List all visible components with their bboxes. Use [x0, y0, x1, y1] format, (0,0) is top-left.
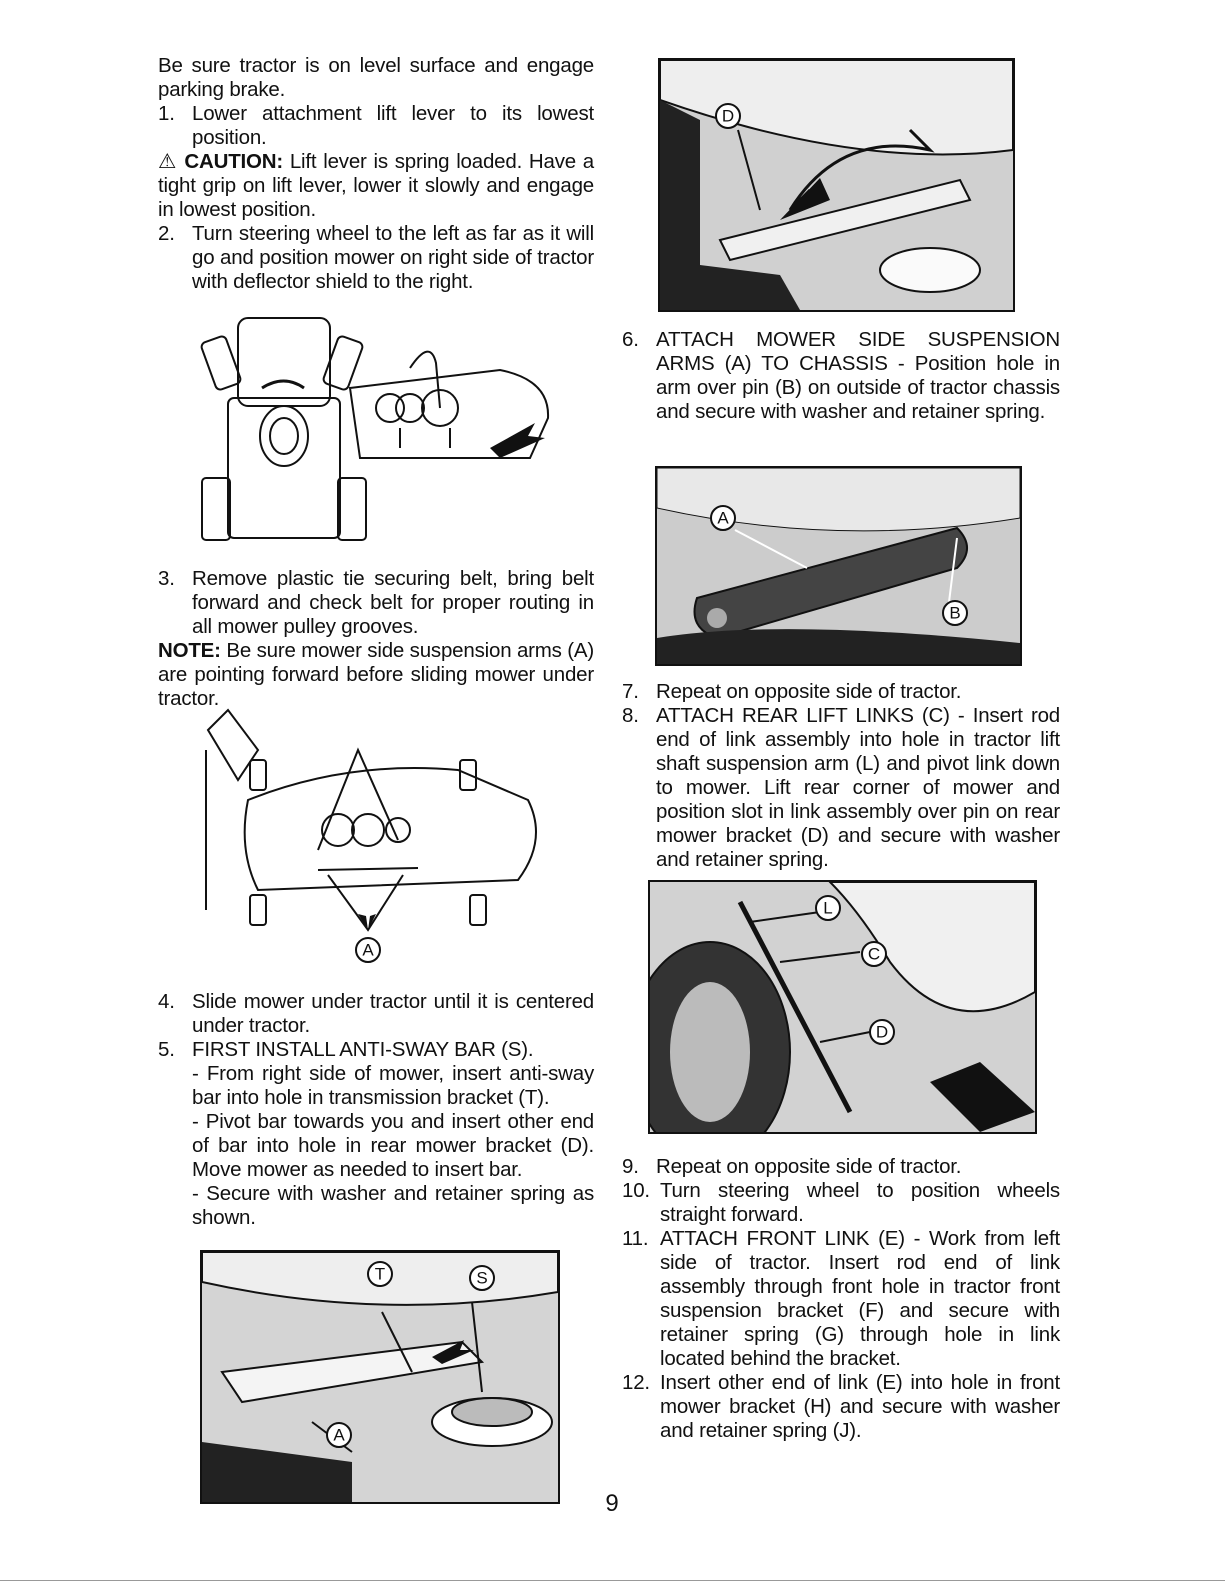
warning-icon: ⚠ [158, 150, 178, 173]
step-text: Insert other end of link (E) into hole in front mower bracket (H) and secure with washer and retainer spring (J). [660, 1371, 1060, 1442]
step-substep: - Pivot bar towards you and insert other end of bar into hole in rear mower bracket (D). Move mower as needed to insert bar. [192, 1110, 594, 1181]
step-text: ATTACH MOWER SIDE SUSPENSION ARMS (A) TO CHASSIS - Position hole in arm over pin (B) on outside of tractor chassis and secure with washer and retainer spring. [656, 328, 1060, 423]
step-text: Remove plastic tie securing belt, bring belt forward and check belt for proper routing in all mower pulley grooves. [192, 567, 594, 638]
svg-text:A: A [333, 1425, 345, 1445]
bottom-rule [0, 1580, 1225, 1581]
step-6 [622, 328, 1060, 424]
step-text: Lower attachment lift lever to its lowest position. [192, 102, 594, 149]
step-text: ATTACH REAR LIFT LINKS (C) - Insert rod end of link assembly into hole in tractor lift shaft suspension arm (L) and pivot link down to mower. Lift rear corner of mower and position slot in link assembly over pin on rear mower bracket (D) and secure with washer and retainer spring. [656, 704, 1060, 871]
svg-text:D: D [721, 106, 735, 126]
svg-text:S: S [476, 1268, 488, 1288]
callout-c [862, 942, 886, 966]
svg-text:L: L [823, 898, 833, 918]
tractor-mower-top-view-figure [200, 308, 560, 548]
svg-text:C: C [867, 944, 881, 964]
step-title: FIRST INSTALL ANTI-SWAY BAR (S). [192, 1038, 534, 1061]
svg-text:B: B [949, 603, 961, 623]
left-column-bottom [158, 990, 594, 1230]
callout-a [711, 506, 735, 530]
step-number: 4. [158, 990, 175, 1013]
step-number: 6. [622, 328, 639, 351]
step-number: 12. [622, 1371, 650, 1394]
page-number: 9 [605, 1490, 619, 1517]
step-text: Repeat on opposite side of tractor. [656, 1155, 962, 1178]
callout-l [816, 896, 840, 920]
step-2 [158, 222, 594, 294]
step-10 [622, 1179, 1060, 1227]
callout-d [716, 104, 740, 128]
mower-suspension-arms-figure [198, 690, 558, 970]
step-11 [622, 1227, 1060, 1371]
callout-d [870, 1020, 894, 1044]
step-5 [158, 1038, 594, 1230]
svg-text:D: D [875, 1022, 889, 1042]
callout-a [327, 1423, 351, 1447]
step-number: 9. [622, 1155, 639, 1178]
step-text: ATTACH FRONT LINK (E) - Work from left side of tractor. Insert rod end of link assembly through front hole in tractor front suspension bracket (F) and secure with retainer spring (G) through hole in link located behind the bracket. [660, 1227, 1060, 1370]
callout-b [943, 601, 967, 625]
callout-t [368, 1262, 392, 1286]
svg-text:A: A [362, 940, 374, 960]
step-number: 3. [158, 567, 175, 590]
step-number: 10. [622, 1179, 650, 1202]
rear-lift-link-figure [648, 880, 1037, 1134]
step-number: 2. [158, 222, 175, 245]
note-label: NOTE: [158, 639, 221, 662]
anti-sway-bar-figure [200, 1250, 560, 1504]
right-column-middle [622, 680, 1060, 872]
step-7 [622, 680, 1060, 704]
left-column [158, 54, 594, 294]
rear-mower-bracket-figure [658, 58, 1015, 312]
step-text: Turn steering wheel to the left as far as it will go and position mower on right side of tractor with deflector shield to the right. [192, 222, 594, 293]
step-text: Repeat on opposite side of tractor. [656, 680, 962, 703]
step-9 [622, 1155, 1060, 1179]
step-number: 1. [158, 102, 175, 125]
caution-text: Lift lever is spring loaded. Have a tight grip on lift lever, lower it slowly and engage in lowest position. [158, 150, 594, 221]
step-number: 11. [622, 1227, 649, 1250]
step-number: 8. [622, 704, 639, 727]
callout-a [356, 938, 380, 962]
caution-label: CAUTION: [184, 150, 283, 173]
suspension-arm-pin-figure [655, 466, 1022, 666]
step-4 [158, 990, 594, 1038]
step-substep: - Secure with washer and retainer spring as shown. [192, 1182, 594, 1229]
step-12 [622, 1371, 1060, 1443]
caution-block [158, 150, 594, 222]
step-text: Turn steering wheel to position wheels straight forward. [660, 1179, 1060, 1226]
step-1 [158, 102, 594, 150]
step-number: 5. [158, 1038, 175, 1061]
right-column-top [622, 328, 1060, 424]
svg-text:A: A [717, 508, 729, 528]
step-substep: - From right side of mower, insert anti-sway bar into hole in transmission bracket (T). [192, 1062, 594, 1109]
note-text: Be sure mower side suspension arms (A) are pointing forward before sliding mower under tractor. [158, 639, 594, 710]
svg-text:T: T [374, 1264, 386, 1284]
step-text: Slide mower under tractor until it is centered under tractor. [192, 990, 594, 1037]
intro-text: Be sure tractor is on level surface and engage parking brake. [158, 54, 594, 101]
step-3 [158, 567, 594, 639]
step-number: 7. [622, 680, 639, 703]
step-8 [622, 704, 1060, 872]
callout-s [470, 1266, 494, 1290]
right-column-bottom [622, 1155, 1060, 1443]
